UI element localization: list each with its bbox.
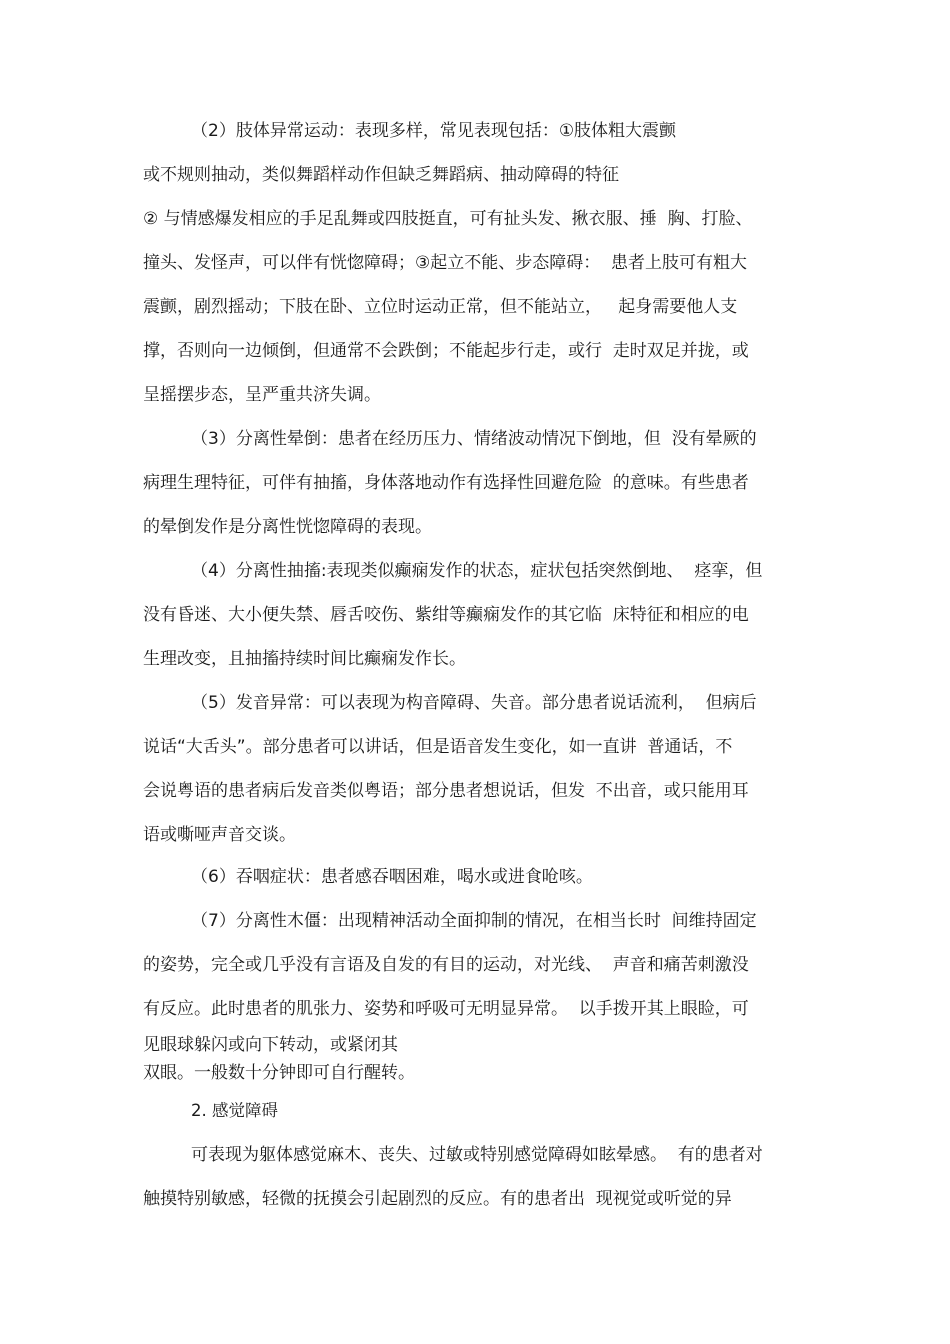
text-line: 生理改变，且抽搐持续时间比癫痫发作长。 [143, 649, 466, 669]
text-line: （7）分离性木僵：出现精神活动全面抑制的情况，在相当长时 间维持固定 [191, 911, 757, 931]
text-line: 会说粤语的患者病后发音类似粤语；部分患者想说话，但发 不出音，或只能用耳 [143, 781, 749, 801]
text-line: 语或嘶哑声音交谈。 [143, 825, 296, 845]
text-line: 说话“大舌头”。部分患者可以讲话，但是语音发生变化，如一直讲 普通话，不 [143, 737, 733, 757]
section-heading: 2. 感觉障碍 [191, 1101, 278, 1120]
text-line: （3）分离性晕倒：患者在经历压力、情绪波动情况下倒地，但 没有晕厥的 [191, 429, 757, 449]
text-line: 可表现为躯体感觉麻木、丧失、过敏或特别感觉障碍如眩晕感。 有的患者对 [191, 1145, 763, 1165]
text-line: 触摸特别敏感，轻微的抚摸会引起剧烈的反应。有的患者出 现视觉或听觉的异 [143, 1189, 732, 1209]
text-line: （6）吞咽症状：患者感吞咽困难，喝水或进食呛咳。 [191, 867, 593, 887]
text-line: 的姿势，完全或几乎没有言语及自发的有目的运动，对光线、 声音和痛苦刺激没 [143, 955, 749, 975]
text-line: （4）分离性抽搐:表现类似癫痫发作的状态，症状包括突然倒地、 痉挛，但 [191, 561, 763, 581]
text-line: 有反应。此时患者的肌张力、姿势和呼吸可无明显异常。 以手拨开其上眼睑，可 [143, 999, 749, 1019]
text-line: ② 与情感爆发相应的手足乱舞或四肢挺直，可有扯头发、揪衣服、捶 胸、打脸、 [143, 209, 753, 229]
text-line: 或不规则抽动，类似舞蹈样动作但缺乏舞蹈病、抽动障碍的特征 [143, 165, 619, 185]
text-line: 呈摇摆步态，呈严重共济失调。 [143, 385, 381, 405]
text-line: 撑，否则向一边倾倒，但通常不会跌倒；不能起步行走，或行 走时双足并拢，或 [143, 341, 749, 361]
text-line: 见眼球躲闪或向下转动，或紧闭其 [143, 1035, 398, 1055]
text-line: 的晕倒发作是分离性恍惚障碍的表现。 [143, 517, 432, 537]
text-line: 没有昏迷、大小便失禁、唇舌咬伤、紫绀等癫痫发作的其它临 床特征和相应的电 [143, 605, 749, 625]
text-line: 震颤，剧烈摇动；下肢在卧、立位时运动正常，但不能站立， 起身需要他人支 [143, 297, 738, 317]
text-line: 撞头、发怪声，可以伴有恍惚障碍；③起立不能、步态障碍： 患者上肢可有粗大 [143, 253, 748, 273]
text-line: （2）肢体异常运动：表现多样，常见表现包括：①肢体粗大震颤 [191, 121, 677, 141]
text-line: 双眼。一般数十分钟即可自行醒转。 [143, 1063, 415, 1083]
text-line: 病理生理特征，可伴有抽搐，身体落地动作有选择性回避危险 的意味。有些患者 [143, 473, 749, 493]
text-line: （5）发音异常：可以表现为构音障碍、失音。部分患者说话流利， 但病后 [191, 693, 757, 713]
